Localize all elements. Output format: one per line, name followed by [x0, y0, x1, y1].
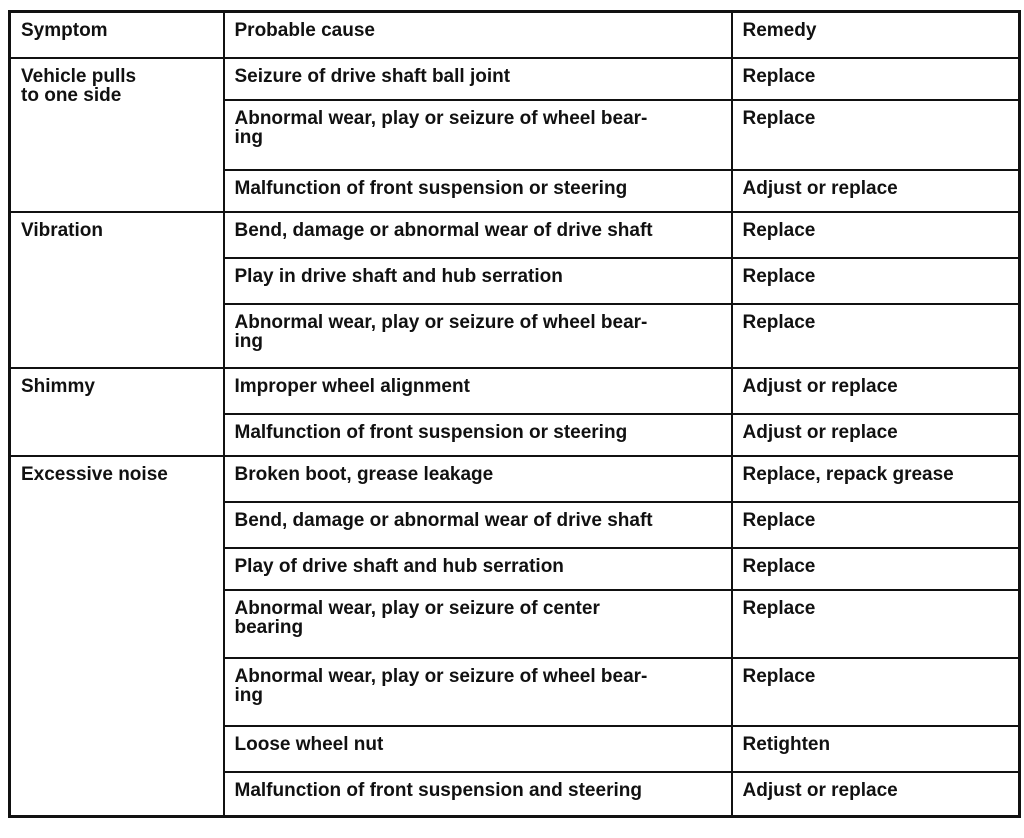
remedy-cell: [732, 414, 1020, 456]
remedy-text: Replace: [742, 556, 816, 577]
cause-text: Play of drive shaft and hub serration: [234, 556, 564, 577]
cause-text: Broken boot, grease leakage: [234, 464, 494, 485]
symptom-cell: [10, 368, 224, 456]
cause-cell: [224, 548, 732, 590]
table-row: [10, 212, 1020, 258]
symptom-text: Vehicle pulls to one side: [21, 66, 137, 106]
symptom-cell: [10, 212, 224, 368]
troubleshooting-table: [8, 10, 1021, 818]
symptom-cell: [10, 456, 224, 816]
remedy-cell: [732, 456, 1020, 502]
remedy-cell: [732, 368, 1020, 414]
remedy-text: Replace: [742, 598, 816, 619]
cause-cell: [224, 456, 732, 502]
cause-text: Abnormal wear, play or seizure of wheel bear- ing: [234, 666, 648, 706]
header-cause: Probable cause: [224, 12, 732, 59]
remedy-text: Replace: [742, 108, 816, 129]
remedy-text: Adjust or replace: [742, 780, 898, 801]
cause-cell: [224, 726, 732, 772]
remedy-text: Replace: [742, 266, 816, 287]
cause-cell: [224, 368, 732, 414]
symptom-text: Vibration: [21, 220, 103, 241]
cause-cell: [224, 658, 732, 726]
table-row: [10, 368, 1020, 414]
remedy-text: Replace: [742, 312, 816, 333]
symptom-cell: [10, 58, 224, 212]
cause-cell: [224, 304, 732, 368]
table-row: [10, 58, 1020, 100]
remedy-text: Replace: [742, 66, 816, 87]
cause-text: Malfunction of front suspension and steering: [234, 780, 642, 801]
cause-text: Loose wheel nut: [234, 734, 384, 755]
header-symptom: Symptom: [10, 12, 224, 59]
remedy-cell: [732, 100, 1020, 170]
cause-cell: [224, 772, 732, 816]
cause-text: Bend, damage or abnormal wear of drive shaft: [234, 510, 653, 531]
cause-text: Abnormal wear, play or seizure of wheel bear- ing: [234, 312, 648, 352]
remedy-text: Retighten: [742, 734, 831, 755]
cause-cell: [224, 100, 732, 170]
cause-cell: [224, 258, 732, 304]
header-remedy: Remedy: [732, 12, 1020, 59]
remedy-cell: [732, 212, 1020, 258]
cause-text: Malfunction of front suspension or steering: [234, 178, 628, 199]
remedy-cell: [732, 772, 1020, 816]
remedy-text: Adjust or replace: [742, 422, 898, 443]
remedy-text: Adjust or replace: [742, 376, 898, 397]
cause-text: Play in drive shaft and hub serration: [234, 266, 563, 287]
cause-cell: [224, 58, 732, 100]
remedy-text: Replace: [742, 510, 816, 531]
cause-cell: [224, 590, 732, 658]
cause-text: Seizure of drive shaft ball joint: [234, 66, 511, 87]
remedy-cell: [732, 304, 1020, 368]
cause-text: Bend, damage or abnormal wear of drive shaft: [234, 220, 653, 241]
remedy-cell: [732, 726, 1020, 772]
cause-cell: [224, 414, 732, 456]
remedy-cell: [732, 170, 1020, 212]
cause-cell: [224, 170, 732, 212]
symptom-text: Excessive noise: [21, 464, 168, 485]
remedy-cell: [732, 590, 1020, 658]
remedy-text: Replace, repack grease: [742, 464, 954, 485]
cause-text: Abnormal wear, play or seizure of wheel bear- ing: [234, 108, 648, 148]
remedy-text: Adjust or replace: [742, 178, 898, 199]
cause-text: Malfunction of front suspension or steering: [234, 422, 628, 443]
symptom-text: Shimmy: [21, 376, 95, 397]
cause-text: Improper wheel alignment: [234, 376, 470, 397]
cause-text: Abnormal wear, play or seizure of center bearing: [234, 598, 600, 638]
remedy-cell: [732, 658, 1020, 726]
remedy-text: Replace: [742, 666, 816, 687]
table-row: [10, 456, 1020, 502]
remedy-cell: [732, 502, 1020, 548]
header-row: [10, 12, 1020, 59]
remedy-cell: [732, 548, 1020, 590]
remedy-text: Replace: [742, 220, 816, 241]
remedy-cell: [732, 58, 1020, 100]
remedy-cell: [732, 258, 1020, 304]
cause-cell: [224, 502, 732, 548]
cause-cell: [224, 212, 732, 258]
